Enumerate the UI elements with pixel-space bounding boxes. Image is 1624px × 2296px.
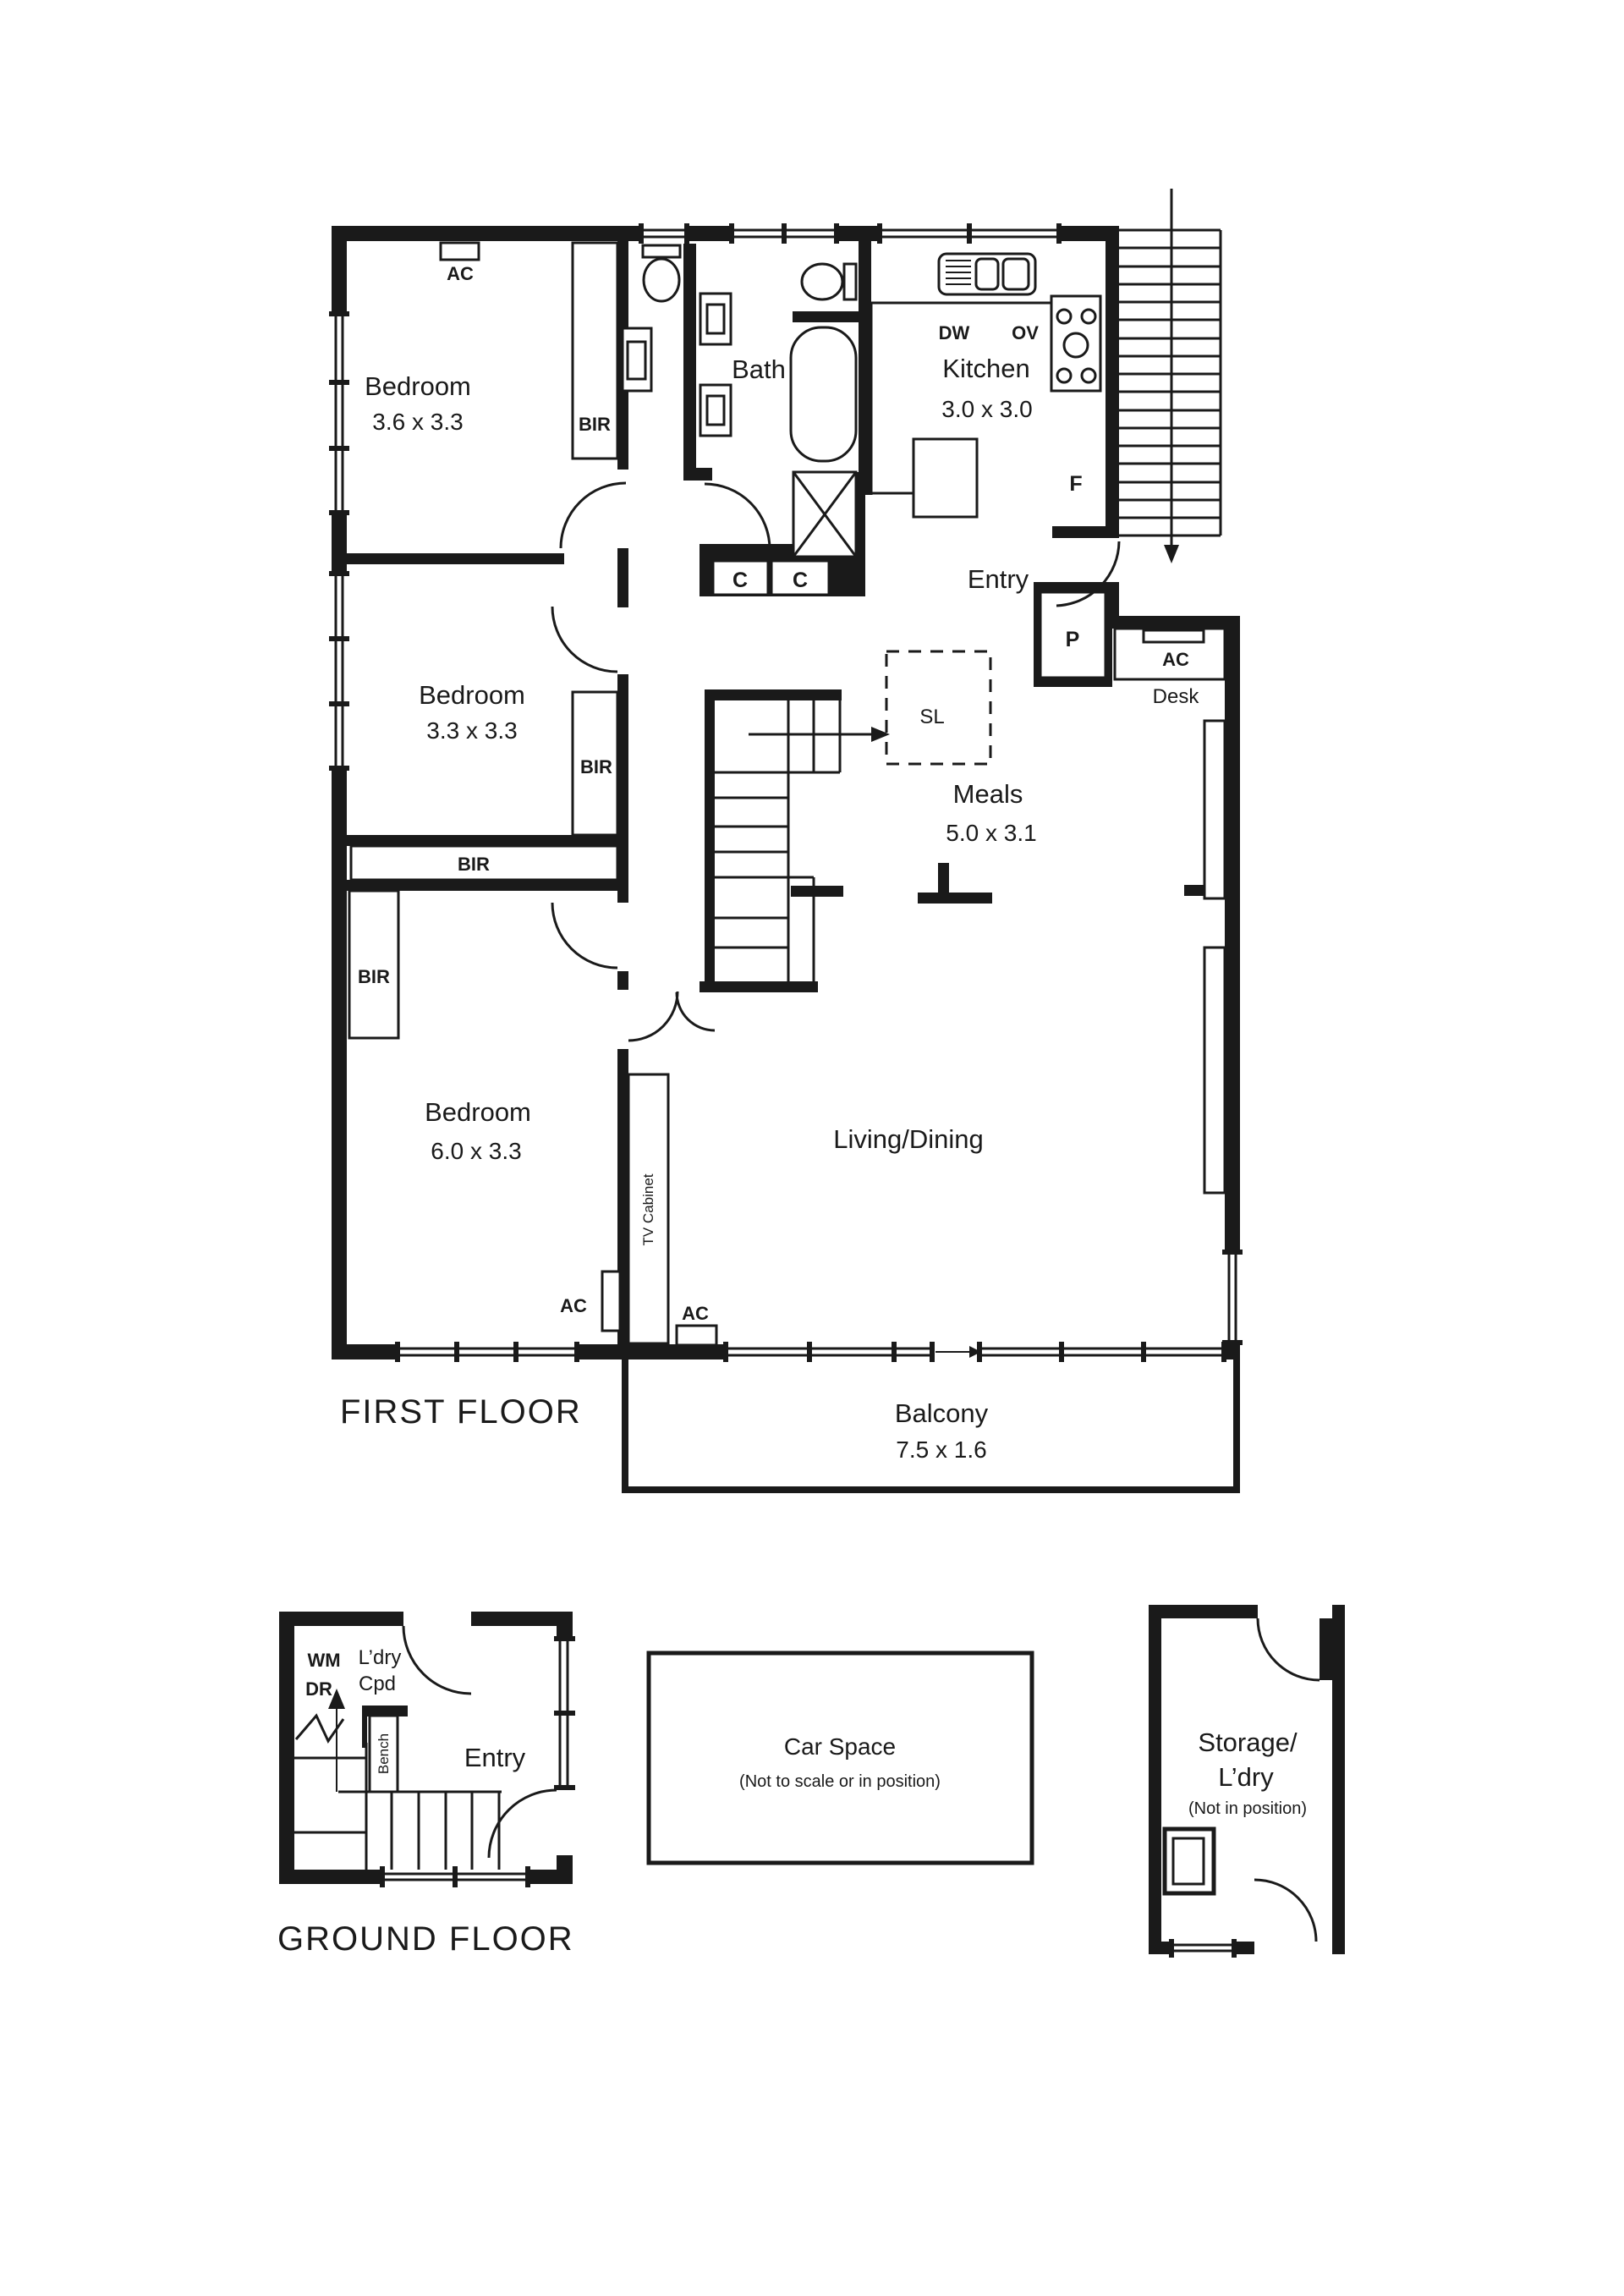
desk <box>1204 721 1225 898</box>
ldry-cpd-line2: Cpd <box>358 1673 397 1695</box>
door-arc-ground-top <box>403 1626 471 1694</box>
tv-cabinet-tag: TV Cabinet <box>640 1173 656 1246</box>
door-arc-wc <box>705 484 770 549</box>
stairs-down-arrow-icon <box>1164 189 1179 563</box>
ldry-cpd-line1: L’dry <box>358 1646 402 1669</box>
fridge-tag: F <box>1069 472 1083 496</box>
bedroom2-dims: 3.3 x 3.3 <box>426 717 518 744</box>
ov-tag: OV <box>1012 322 1039 343</box>
door-arc-storage-top <box>1258 1618 1320 1680</box>
pantry-tag: P <box>1065 628 1080 651</box>
desk-tag: Desk <box>1152 685 1199 708</box>
kitchen-sink <box>939 254 1035 294</box>
meals-dims: 5.0 x 3.1 <box>946 820 1037 846</box>
closet-tag-2: C <box>792 569 809 592</box>
bath-toilet <box>802 264 856 299</box>
door-arc-bedroom3 <box>552 903 617 968</box>
cooktop <box>1051 296 1100 391</box>
balcony-dims: 7.5 x 1.6 <box>896 1436 987 1463</box>
washer-inner <box>1173 1838 1204 1884</box>
bathtub <box>791 327 856 461</box>
ac-tag-bedroom1: AC <box>447 263 474 284</box>
ac-tag-bedroom3: AC <box>560 1295 587 1316</box>
bir-tag-bedroom3: BIR <box>358 966 390 987</box>
ac-unit-bedroom1 <box>441 243 479 260</box>
meals-label: Meals <box>952 779 1023 809</box>
bir-tag-bedroom1: BIR <box>579 414 611 435</box>
internal-stairs <box>715 689 890 981</box>
storage-label-line2: L’dry <box>1218 1762 1274 1792</box>
wc-toilet <box>643 245 680 301</box>
living-label: Living/Dining <box>833 1124 984 1154</box>
bedroom2-label: Bedroom <box>419 680 525 710</box>
ground-entry-label: Entry <box>464 1743 526 1772</box>
bath-label: Bath <box>732 354 786 384</box>
door-arc-storage-bottom <box>1254 1880 1316 1942</box>
car-space-label: Car Space <box>783 1733 897 1760</box>
door-arc-bedroom2 <box>552 607 617 672</box>
kitchen-label: Kitchen <box>942 354 1030 383</box>
kitchen-peninsula <box>914 439 977 517</box>
crossed-box <box>793 472 856 557</box>
external-stairs <box>1119 189 1221 563</box>
door-arc-living <box>628 991 678 1041</box>
stairs-up-arrow-icon <box>749 727 890 742</box>
first-floor-labels <box>340 263 1199 1463</box>
built-in-right <box>1204 948 1225 1193</box>
ac-unit-bedroom3 <box>602 1272 620 1331</box>
dr-tag: DR <box>305 1678 332 1700</box>
bench-tag: Bench <box>376 1733 392 1775</box>
first-floor-plan <box>329 189 1243 1493</box>
bir-bedroom3 <box>349 891 398 1038</box>
closet-tag-1: C <box>732 569 749 592</box>
bir-tag-hall: BIR <box>458 854 490 875</box>
dw-tag: DW <box>938 322 970 343</box>
entry-label: Entry <box>967 564 1029 594</box>
first-floor-title: FIRST FLOOR <box>340 1393 582 1431</box>
door-arc-bedroom1 <box>561 483 626 548</box>
sliding-door-arrow-icon <box>935 1346 981 1358</box>
ac-tag-living: AC <box>682 1303 709 1324</box>
ground-floor-title: GROUND FLOOR <box>277 1920 574 1958</box>
storage-label-line1: Storage/ <box>1198 1727 1298 1757</box>
bedroom3-dims: 6.0 x 3.3 <box>431 1138 522 1164</box>
ground-floor-plan <box>277 1605 1345 1958</box>
storage-note: (Not in position) <box>1188 1799 1308 1818</box>
door-arc-stairs <box>677 992 715 1030</box>
ac-unit-living <box>677 1326 716 1345</box>
kitchen-dims: 3.0 x 3.0 <box>941 396 1033 422</box>
sl-tag: SL <box>919 706 945 728</box>
bedroom1-label: Bedroom <box>365 371 471 401</box>
bedroom1-dims: 3.6 x 3.3 <box>372 409 464 435</box>
bir-tag-bedroom2: BIR <box>580 756 612 777</box>
car-space-note: (Not to scale or in position) <box>739 1772 941 1791</box>
wm-tag: WM <box>307 1650 341 1671</box>
bedroom3-label: Bedroom <box>425 1097 531 1127</box>
balcony-label: Balcony <box>894 1398 989 1428</box>
ground-stairs-arrow-icon <box>296 1689 345 1792</box>
ac-tag-entry: AC <box>1162 649 1189 670</box>
